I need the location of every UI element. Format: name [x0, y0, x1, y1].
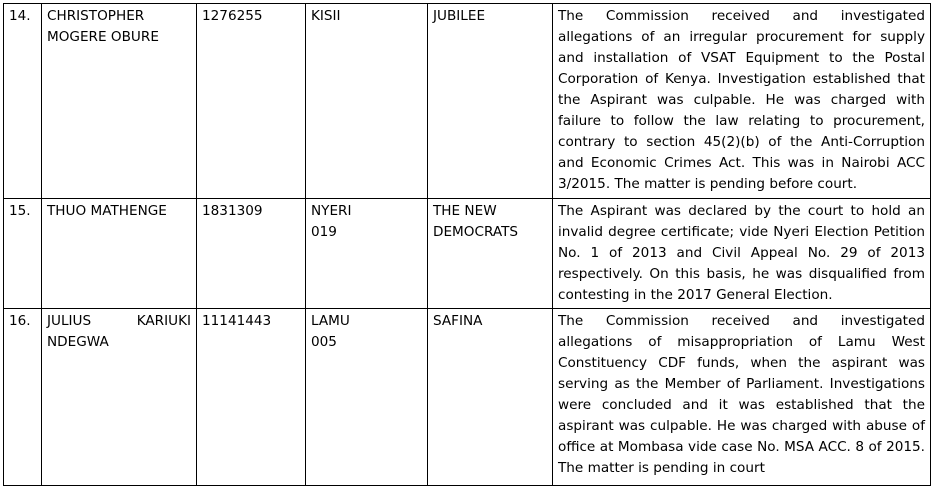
records-table [3, 3, 931, 486]
id-number: 1831309 [197, 199, 306, 309]
party [428, 309, 553, 486]
constituency-line: 005 [311, 334, 337, 350]
case-summary: The Commission received and investigated allegations of misappropriation of Lamu West Constituency CDF funds, when the aspirant was serving as the Member of Parliament. Investigations were concluded and it was established that the aspirant was culpable. He was charged with abuse of office at Mombasa vide case No. MSA ACC. 8 of 2015. The matter is pending in court [553, 309, 931, 486]
name-line: JULIUS KARIUKI [47, 313, 191, 329]
table-row [4, 4, 931, 199]
row-number: 15. [4, 199, 42, 309]
party-line: SAFINA [433, 313, 483, 329]
constituency-line: 019 [311, 224, 337, 240]
aspirant-name [42, 4, 197, 199]
row-number: 14. [4, 4, 42, 199]
party-line: DEMOCRATS [433, 224, 519, 240]
case-summary: The Commission received and investigated allegations of an irregular procurement for supply and installation of VSAT Equipment to the Postal Corporation of Kenya. Investigation established that the Aspirant was culpable. He was charged with failure to follow the law relating to procurement, contrary to section 45(2)(b) of the Anti-Corruption and Economic Crimes Act. This was in Nairobi ACC 3/2015. The matter is pending before court. [553, 4, 931, 199]
aspirant-name [42, 309, 197, 486]
constituency-line: KISII [311, 8, 341, 24]
name-line: MOGERE OBURE [47, 29, 159, 45]
id-number: 1276255 [197, 4, 306, 199]
row-number: 16. [4, 309, 42, 486]
party-line: THE NEW [433, 203, 497, 219]
party [428, 199, 553, 309]
party [428, 4, 553, 199]
name-line: CHRISTOPHER [47, 8, 145, 24]
constituency-line: NYERI [311, 203, 352, 219]
name-line: NDEGWA [47, 334, 109, 350]
constituency [306, 199, 428, 309]
table-row [4, 199, 931, 309]
constituency-line: LAMU [311, 313, 350, 329]
constituency [306, 309, 428, 486]
party-line: JUBILEE [433, 8, 486, 24]
name-line: THUO MATHENGE [47, 203, 167, 219]
id-number: 11141443 [197, 309, 306, 486]
table-row [4, 309, 931, 486]
case-summary: The Aspirant was declared by the court to hold an invalid degree certificate; vide Nyeri Election Petition No. 1 of 2013 and Civil Appeal No. 29 of 2013 respectively. On this basis, he was disqualified from contesting in the 2017 General Election. [553, 199, 931, 309]
aspirant-name [42, 199, 197, 309]
constituency [306, 4, 428, 199]
